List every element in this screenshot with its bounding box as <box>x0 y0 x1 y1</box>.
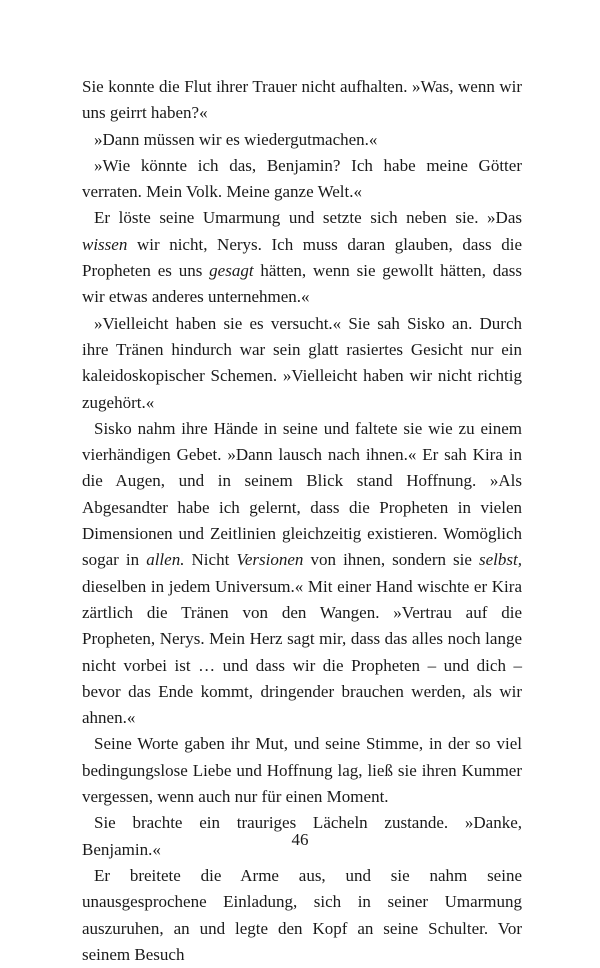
emphasis-text: allen. <box>146 550 185 570</box>
text-run: Er löste seine Umarmung und setzte sich neben sie. »Das <box>94 208 522 228</box>
emphasis-text: gesagt <box>209 261 254 281</box>
paragraph <box>82 863 522 968</box>
text-run: von ihnen, sondern sie <box>303 550 480 570</box>
paragraph <box>82 153 522 206</box>
paragraph <box>82 127 522 153</box>
paragraph <box>82 205 522 310</box>
text-run: Sie konnte die Flut ihrer Trauer nicht aufhalten. »Was, wenn wir uns geirrt haben?« <box>82 77 522 123</box>
text-run: Sisko nahm ihre Hände in seine und faltete sie wie zu einem vierhändigen Gebet. »Dann lausch nach ihnen.« Er sah Kira in die Augen, und in seinem Blick stand Hoffnung. »Als Abgesandter habe ich gelernt, dass die Propheten in vielen Dimensionen und Zeitlinien gleichzeitig existieren. Womöglich sogar in <box>82 418 522 570</box>
text-run: Sie brachte ein trauriges Lächeln zustande. »Danke, Benjamin.« <box>82 813 522 859</box>
page-number: 46 <box>291 830 309 849</box>
text-run: Er breitete die Arme aus, und sie nahm seine unausgesprochene Einladung, sich in seiner Umarmung auszuruhen, an und legte den Kopf an seine Schulter. Vor seinem Besuch <box>82 865 522 964</box>
paragraph <box>82 74 522 127</box>
text-run: »Vielleicht haben sie es versucht.« Sie sah Sisko an. Durch ihre Tränen hindurch war sein glatt rasiertes Gesicht nur ein kaleidoskopischer Schemen. »Vielleicht haben wir nicht richtig zugehört.« <box>82 313 522 412</box>
text-run: »Wie könnte ich das, Benjamin? Ich habe meine Götter verraten. Mein Volk. Meine ganze Welt.« <box>82 155 522 202</box>
emphasis-text: selbst, <box>479 550 522 570</box>
text-run: »Dann müssen wir es wiedergutmachen.« <box>94 129 378 149</box>
text-run: wir nicht, Nerys. Ich muss daran glauben, dass die Propheten es uns <box>82 234 522 281</box>
paragraph <box>82 311 522 416</box>
text-run: Nicht <box>184 550 237 570</box>
text-run: hätten, wenn sie gewollt hätten, dass wir etwas anderes unternehmen.« <box>82 261 522 307</box>
text-run: Seine Worte gaben ihr Mut, und seine Stimme, in der so viel bedingungslose Liebe und Hoffnung lag, ließ sie ihren Kummer vergessen, wenn auch nur für einen Moment. <box>82 734 522 807</box>
paragraph <box>82 731 522 810</box>
text-run: dieselben in jedem Universum.« Mit einer Hand wischte er Kira zärtlich die Tränen von den Wangen. »Vertrau auf die Propheten, Nerys. Mein Herz sagt mir, dass das alles noch lange nicht vorbei ist … und dass wir die Propheten – und dich – bevor das Ende kommt, dringender brauchen werden, als wir ahnen.« <box>82 576 522 728</box>
emphasis-text: Versionen <box>236 550 304 570</box>
paragraph <box>82 416 522 732</box>
emphasis-text: wissen <box>82 234 128 254</box>
